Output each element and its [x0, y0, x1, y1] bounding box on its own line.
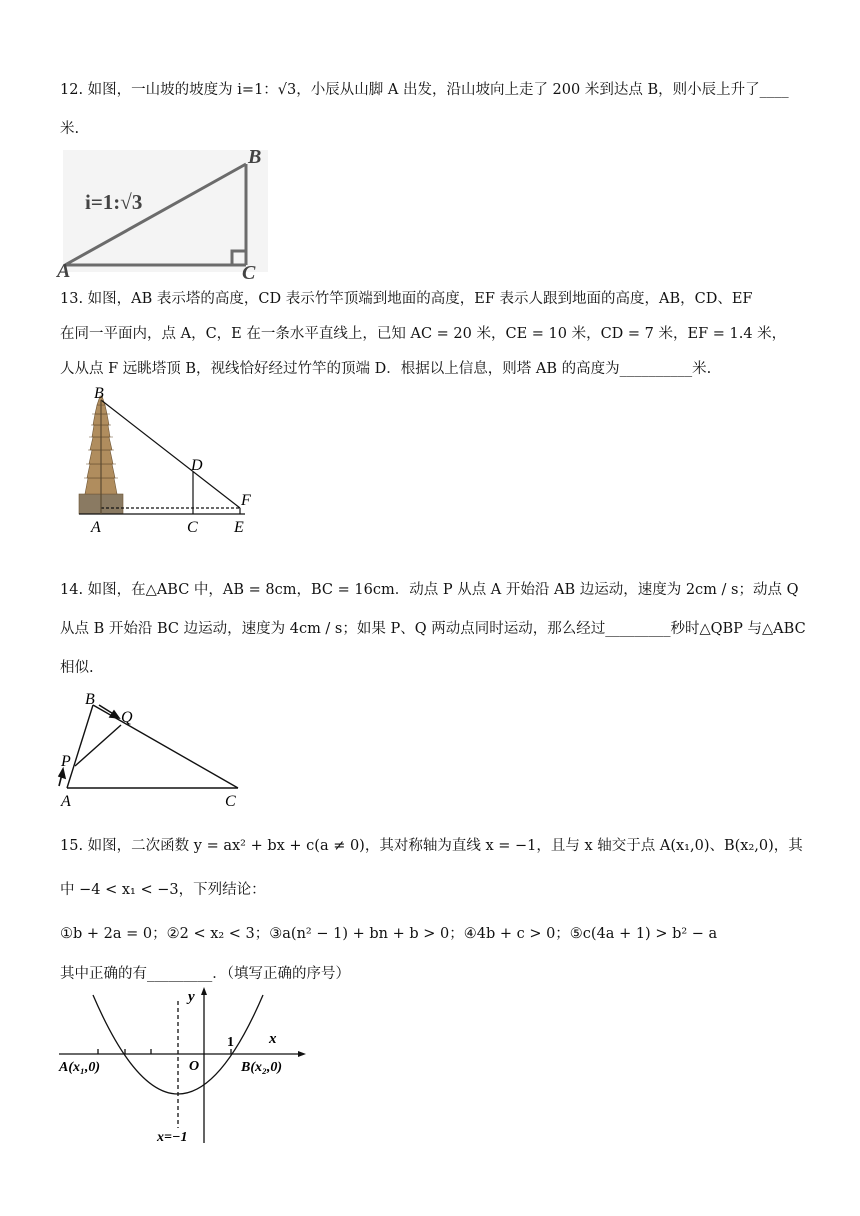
q15-line-3: ①b + 2a = 0；②2 < x₂ < 3；③a(n² − 1) + bn + b > 0；④4b + c > 0；⑤c(4a + 1) > b² − a [60, 926, 718, 942]
sight-line-bf [101, 400, 240, 508]
point-label-b: B [94, 385, 104, 402]
q13-line-1: 13. 如图，AB 表示塔的高度，CD 表示竹竿顶端到地面的高度，EF 表示人跟到地面的高度，AB，CD、EF [60, 291, 753, 307]
q12-line-1: 12. 如图，一山坡的坡度为 i=1：√3，小辰从山脚 A 出发，沿山坡向上走了 200 米到达点 B，则小辰上升了____ [60, 82, 789, 98]
tick-label-one: 1 [227, 1035, 234, 1050]
q12-slope-figure [55, 145, 280, 280]
slope-ratio-label: i=1:√3 [85, 190, 143, 214]
point-label-e: E [234, 519, 244, 536]
q15-line-2: 中 −4 < x₁ < −3，下列结论： [60, 882, 266, 898]
q14-line-3: 相似. [60, 660, 94, 676]
point-label-a: A(x₁,0) [59, 1060, 101, 1075]
side-ab [67, 705, 93, 788]
x-axis-label: x [269, 1031, 277, 1047]
origin-label: O [189, 1059, 200, 1074]
q14-line-2: 从点 B 开始沿 BC 边运动，速度为 4cm / s；如果 P、Q 两动点同时运动，那么经过_________秒时△QBP 与△ABC [60, 621, 806, 637]
q15-line-1: 15. 如图，二次函数 y = ax² + bx + c(a ≠ 0)，其对称轴为直线 x = −1，且与 x 轴交于点 A(x₁,0)、B(x₂,0)，其 [60, 838, 803, 854]
point-label-c: C [187, 519, 198, 536]
point-label-b: B(x₂,0) [241, 1060, 283, 1075]
point-label-a: A [91, 519, 101, 536]
symmetry-axis-label: x=−1 [157, 1130, 188, 1145]
point-label-b: B [248, 146, 262, 168]
point-label-c: C [242, 262, 256, 280]
point-label-p: P [61, 753, 71, 770]
x-axis-arrow-icon [298, 1051, 306, 1057]
q13-line-2: 在同一平面内，点 A，C，E 在一条水平直线上，已知 AC = 20 米，CE = 10 米，CD = 7 米，EF = 1.4 米， [60, 326, 787, 342]
segment-pq [75, 725, 121, 766]
q14-line-1: 14. 如图，在△ABC 中，AB = 8cm，BC = 16cm．动点 P 从点 A 开始沿 AB 边运动，速度为 2cm / s；动点 Q [60, 582, 799, 598]
q13-tower-figure [75, 382, 275, 542]
point-label-f: F [241, 492, 251, 509]
point-label-a: A [57, 260, 71, 280]
q13-line-3: 人从点 F 远眺塔顶 B，视线恰好经过竹竿的顶端 D．根据以上信息，则塔 AB 的高度为__________米. [60, 361, 712, 377]
point-label-q: Q [121, 709, 133, 726]
point-label-b: B [85, 691, 95, 708]
y-axis-arrow-icon [201, 987, 207, 995]
q15-line-4: 其中正确的有_________．（填写正确的序号） [60, 966, 350, 982]
point-label-c: C [225, 793, 236, 810]
q12-line-2: 米. [60, 121, 80, 137]
q15-parabola-figure [55, 985, 315, 1150]
point-label-a: A [61, 793, 71, 810]
point-label-d: D [191, 457, 203, 474]
arrow-p-direction-icon [59, 769, 65, 778]
y-axis-label: y [188, 989, 195, 1005]
q14-triangle-figure [55, 690, 255, 815]
